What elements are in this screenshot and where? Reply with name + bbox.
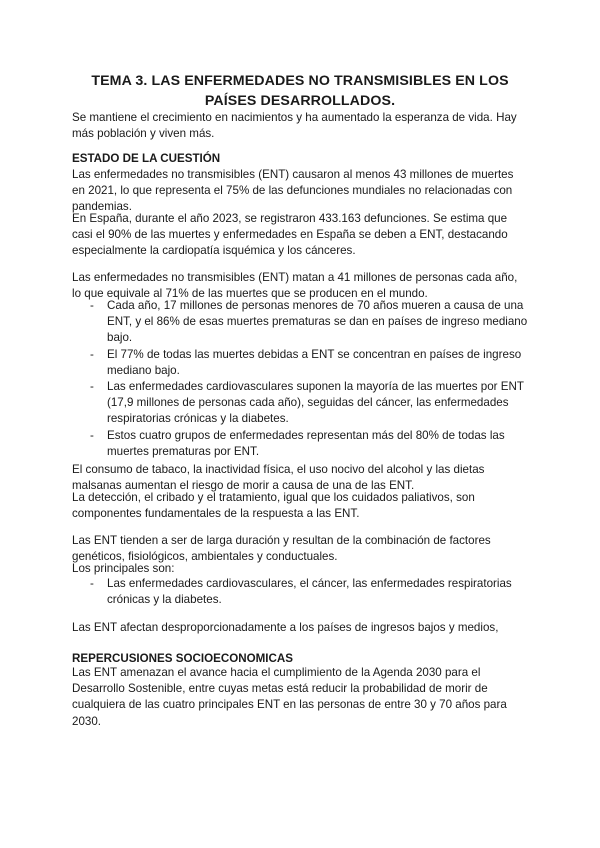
section-heading-estado: ESTADO DE LA CUESTIÓN <box>72 152 221 165</box>
list-item: - Las enfermedades cardiovasculares suponen la mayoría de las muertes por ENT (17,9 millones de personas cada año), seguidas del cáncer, las enfermedades respiratorias crónicas y la diabetes. <box>72 379 528 428</box>
intro-paragraph: Se mantiene el crecimiento en nacimientos y ha aumentado la esperanza de vida. Hay más población y viven más. <box>72 111 517 141</box>
paragraph-detection: La detección, el cribado y el tratamiento, igual que los cuidados paliativos, son componentes fundamentales de la respuesta a las ENT. <box>72 491 475 521</box>
paragraph-ent-deaths-2021: Las enfermedades no transmisibles (ENT) causaron al menos 43 millones de muertes en 2021, lo que representa el 75% de las defunciones mundiales no relacionadas con pandemias. <box>72 168 514 214</box>
list-item: - El 77% de todas las muertes debidas a ENT se concentran en países de ingreso mediano bajo. <box>72 347 528 379</box>
document-title: TEMA 3. LAS ENFERMEDADES NO TRANSMISIBLES EN LOS PAÍSES DESARROLLADOS. <box>91 73 509 109</box>
paragraph-principales: Los principales son: <box>72 562 175 575</box>
paragraph-ent-41-million: Las enfermedades no transmisibles (ENT) matan a 41 millones de personas cada año, lo que equivale al 71% de las muertes que se producen en el mundo. <box>72 271 518 301</box>
paragraph-spain-2023: En España, durante el año 2023, se registraron 433.163 defunciones. Se estima que casi el 90% de las muertes y enfermedades en España se deben a ENT, destacando especialmente la cardiopatía isquémica y los cánceres. <box>72 212 508 258</box>
bullet-list-principales <box>72 576 528 608</box>
paragraph-risk-factors: El consumo de tabaco, la inactividad física, el uso nocivo del alcohol y las dietas malsanas aumentan el riesgo de morir a causa de una de las ENT. <box>72 463 485 493</box>
list-item: - Las enfermedades cardiovasculares, el cáncer, las enfermedades respiratorias crónicas y la diabetes. <box>72 576 528 608</box>
list-item: - Estos cuatro grupos de enfermedades representan más del 80% de todas las muertes prematuras por ENT. <box>72 428 528 460</box>
bullet-list-ent-facts <box>72 298 528 460</box>
paragraph-long-duration: Las ENT tienden a ser de larga duración y resultan de la combinación de factores genéticos, fisiológicos, ambientales y conductuales. <box>72 534 491 564</box>
paragraph-agenda-2030: Las ENT amenazan el avance hacia el cumplimiento de la Agenda 2030 para el Desarrollo Sostenible, entre cuyas metas está reducir la probabilidad de morir de cualquiera de las cuatro principales ENT en las personas de entre 30 y 70 años para 2030. <box>72 666 507 728</box>
list-item: - Cada año, 17 millones de personas menores de 70 años mueren a causa de una ENT, y el 86% de esas muertes prematuras se dan en países de ingreso mediano bajo. <box>72 298 528 347</box>
section-heading-repercusiones: REPERCUSIONES SOCIOECONOMICAS <box>72 652 293 665</box>
paragraph-low-income: Las ENT afectan desproporcionadamente a los países de ingresos bajos y medios, <box>72 621 499 634</box>
